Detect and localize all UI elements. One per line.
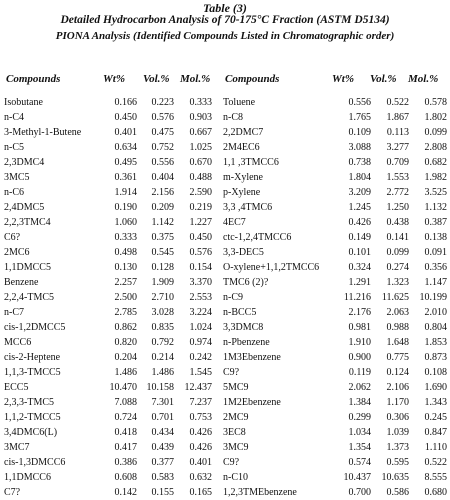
- vol-percent: 0.128: [151, 262, 174, 273]
- compound-name: n-C7: [4, 307, 24, 318]
- table-row: [223, 425, 447, 440]
- compound-name: 3,3-DEC5: [223, 247, 264, 258]
- mol-percent: 0.387: [424, 217, 447, 228]
- vol-percent: 0.522: [386, 97, 409, 108]
- compound-name: n-C10: [223, 472, 248, 483]
- wt-percent: 7.088: [114, 397, 137, 408]
- wt-percent: 0.401: [114, 127, 137, 138]
- vol-percent: 2.106: [386, 382, 409, 393]
- table-row: [223, 140, 447, 155]
- table-row: [4, 425, 212, 440]
- vol-percent: 1.170: [386, 397, 409, 408]
- mol-percent: 0.138: [424, 232, 447, 243]
- compound-name: n-C6: [4, 187, 24, 198]
- wt-percent: 10.470: [109, 382, 137, 393]
- right-header-compounds: Compounds: [225, 73, 280, 85]
- table-row: [223, 125, 447, 140]
- compound-name: 1,1 ,3TMCC6: [223, 157, 279, 168]
- table-row: [4, 380, 212, 395]
- vol-percent: 0.988: [386, 322, 409, 333]
- wt-percent: 0.324: [348, 262, 371, 273]
- vol-percent: 0.576: [151, 112, 174, 123]
- table-row: [223, 290, 447, 305]
- compound-name: ECC5: [4, 382, 29, 393]
- mol-percent: 0.576: [189, 247, 212, 258]
- mol-percent: 0.242: [189, 352, 212, 363]
- wt-percent: 0.299: [348, 412, 371, 423]
- vol-percent: 3.028: [151, 307, 174, 318]
- mol-percent: 0.847: [424, 427, 447, 438]
- wt-percent: 0.495: [114, 157, 137, 168]
- wt-percent: 0.386: [114, 457, 137, 468]
- table-row: [4, 335, 212, 350]
- wt-percent: 3.088: [348, 142, 371, 153]
- table-row: [4, 485, 212, 500]
- mol-percent: 0.632: [189, 472, 212, 483]
- vol-percent: 0.709: [386, 157, 409, 168]
- vol-percent: 0.434: [151, 427, 174, 438]
- compound-name: C9?: [223, 367, 240, 378]
- vol-percent: 10.635: [381, 472, 409, 483]
- mol-percent: 1.690: [424, 382, 447, 393]
- table-row: [223, 260, 447, 275]
- compound-name: Isobutane: [4, 97, 43, 108]
- document-title: Detailed Hydrocarbon Analysis of 70-175°C Fraction (ASTM D5134): [60, 14, 390, 26]
- wt-percent: 0.166: [114, 97, 137, 108]
- vol-percent: 10.158: [146, 382, 174, 393]
- wt-percent: 1.384: [348, 397, 371, 408]
- table-row: [223, 440, 447, 455]
- mol-percent: 0.667: [189, 127, 212, 138]
- table-row: [4, 155, 212, 170]
- wt-percent: 1.486: [114, 367, 137, 378]
- mol-percent: 7.237: [189, 397, 212, 408]
- vol-percent: 0.775: [386, 352, 409, 363]
- wt-percent: 0.724: [114, 412, 137, 423]
- vol-percent: 0.475: [151, 127, 174, 138]
- table-row: [4, 455, 212, 470]
- vol-percent: 3.277: [386, 142, 409, 153]
- vol-percent: 0.306: [386, 412, 409, 423]
- table-row: [223, 410, 447, 425]
- compound-name: 2,3DMC4: [4, 157, 45, 168]
- wt-percent: 0.820: [114, 337, 137, 348]
- wt-percent: 0.149: [348, 232, 371, 243]
- compound-name: Benzene: [4, 277, 39, 288]
- table-row: [4, 320, 212, 335]
- mol-percent: 1.853: [424, 337, 447, 348]
- compound-name: MCC6: [4, 337, 32, 348]
- wt-percent: 0.418: [114, 427, 137, 438]
- compound-name: 1M3Ebenzene: [223, 352, 281, 363]
- wt-percent: 0.450: [114, 112, 137, 123]
- table-row: [4, 305, 212, 320]
- mol-percent: 0.670: [189, 157, 212, 168]
- table-row: [4, 140, 212, 155]
- vol-percent: 0.375: [151, 232, 174, 243]
- vol-percent: 0.556: [151, 157, 174, 168]
- compound-name: ctc-1,2,4TMCC6: [223, 232, 292, 243]
- compound-name: 1,1DMCC6: [4, 472, 51, 483]
- table-row: [4, 125, 212, 140]
- vol-percent: 0.209: [151, 202, 174, 213]
- vol-percent: 0.595: [386, 457, 409, 468]
- compound-name: 3,4DMC6(L): [4, 427, 58, 438]
- compound-name: n-C4: [4, 112, 24, 123]
- right-header-wt: Wt%: [332, 73, 354, 85]
- table-row: [223, 275, 447, 290]
- mol-percent: 0.099: [424, 127, 447, 138]
- table-row: [223, 320, 447, 335]
- wt-percent: 1.804: [348, 172, 371, 183]
- compound-name: 2,4DMC5: [4, 202, 45, 213]
- vol-percent: 1.486: [151, 367, 174, 378]
- vol-percent: 0.752: [151, 142, 174, 153]
- wt-percent: 0.333: [114, 232, 137, 243]
- vol-percent: 0.274: [386, 262, 409, 273]
- compound-name: 3EC8: [223, 427, 246, 438]
- vol-percent: 1.648: [386, 337, 409, 348]
- table-row: [4, 185, 212, 200]
- wt-percent: 2.500: [114, 292, 137, 303]
- compound-name: 1M2Ebenzene: [223, 397, 281, 408]
- table-row: [223, 155, 447, 170]
- wt-percent: 0.417: [114, 442, 137, 453]
- compound-name: Toluene: [223, 97, 256, 108]
- compound-name: C7?: [4, 487, 21, 498]
- table-row: [223, 215, 447, 230]
- mol-percent: 0.804: [424, 322, 447, 333]
- compound-name: n-C8: [223, 112, 243, 123]
- vol-percent: 0.124: [386, 367, 409, 378]
- mol-percent: 2.010: [424, 307, 447, 318]
- wt-percent: 0.119: [348, 367, 371, 378]
- wt-percent: 1.060: [114, 217, 137, 228]
- compound-name: O-xylene+1,1,2TMCC6: [223, 262, 320, 273]
- mol-percent: 2.553: [189, 292, 212, 303]
- mol-percent: 0.578: [424, 97, 447, 108]
- vol-percent: 2.772: [386, 187, 409, 198]
- mol-percent: 0.154: [189, 262, 212, 273]
- wt-percent: 0.130: [114, 262, 137, 273]
- mol-percent: 0.426: [189, 427, 212, 438]
- vol-percent: 0.214: [151, 352, 174, 363]
- wt-percent: 0.204: [114, 352, 137, 363]
- mol-percent: 2.590: [189, 187, 212, 198]
- wt-percent: 1.354: [348, 442, 371, 453]
- mol-percent: 1.982: [424, 172, 447, 183]
- wt-percent: 0.142: [114, 487, 137, 498]
- compound-name: n-BCC5: [223, 307, 257, 318]
- mol-percent: 0.401: [189, 457, 212, 468]
- vol-percent: 0.155: [151, 487, 174, 498]
- right-header-mol: Mol.%: [408, 73, 439, 85]
- vol-percent: 1.553: [386, 172, 409, 183]
- wt-percent: 0.426: [348, 217, 371, 228]
- wt-percent: 0.109: [348, 127, 371, 138]
- wt-percent: 0.101: [348, 247, 371, 258]
- vol-percent: 0.701: [151, 412, 174, 423]
- compound-name: C6?: [4, 232, 21, 243]
- wt-percent: 0.556: [348, 97, 371, 108]
- compound-name: 3MC7: [4, 442, 30, 453]
- table-row: [4, 410, 212, 425]
- wt-percent: 1.245: [348, 202, 371, 213]
- wt-percent: 0.634: [114, 142, 137, 153]
- left-header-compounds: Compounds: [6, 73, 61, 85]
- left-header-vol: Vol.%: [143, 73, 170, 85]
- compound-name: 3,3 ,4TMC6: [223, 202, 273, 213]
- mol-percent: 0.165: [189, 487, 212, 498]
- table-row: [4, 215, 212, 230]
- mol-percent: 3.525: [424, 187, 447, 198]
- table-row: [4, 365, 212, 380]
- table-row: [223, 335, 447, 350]
- left-compounds-table: [4, 95, 212, 500]
- compound-name: C9?: [223, 457, 240, 468]
- mol-percent: 0.974: [189, 337, 212, 348]
- wt-percent: 2.785: [114, 307, 137, 318]
- table-row: [223, 395, 447, 410]
- wt-percent: 0.498: [114, 247, 137, 258]
- vol-percent: 0.835: [151, 322, 174, 333]
- compound-name: 5MC9: [223, 382, 249, 393]
- table-row: [223, 470, 447, 485]
- compound-name: n-C5: [4, 142, 24, 153]
- mol-percent: 2.808: [424, 142, 447, 153]
- wt-percent: 10.437: [343, 472, 371, 483]
- mol-percent: 0.245: [424, 412, 447, 423]
- mol-percent: 1.132: [424, 202, 447, 213]
- compound-name: 3MC5: [4, 172, 30, 183]
- table-row: [4, 200, 212, 215]
- mol-percent: 1.545: [189, 367, 212, 378]
- compound-name: 2MC9: [223, 412, 249, 423]
- left-header-wt: Wt%: [103, 73, 125, 85]
- vol-percent: 1.909: [151, 277, 174, 288]
- table-row: [4, 230, 212, 245]
- wt-percent: 2.062: [348, 382, 371, 393]
- compound-name: 1,1DMCC5: [4, 262, 51, 273]
- mol-percent: 0.333: [189, 97, 212, 108]
- compound-name: 1,2,3TMEbenzene: [223, 487, 297, 498]
- mol-percent: 1.147: [424, 277, 447, 288]
- mol-percent: 0.873: [424, 352, 447, 363]
- wt-percent: 3.209: [348, 187, 371, 198]
- table-row: [223, 230, 447, 245]
- compound-name: 4EC7: [223, 217, 246, 228]
- wt-percent: 2.257: [114, 277, 137, 288]
- compound-name: 3,3DMC8: [223, 322, 264, 333]
- wt-percent: 0.700: [348, 487, 371, 498]
- right-compounds-table: [223, 95, 447, 500]
- table-row: [4, 170, 212, 185]
- vol-percent: 1.142: [151, 217, 174, 228]
- compound-name: cis-1,2DMCC5: [4, 322, 66, 333]
- wt-percent: 1.291: [348, 277, 371, 288]
- wt-percent: 0.361: [114, 172, 137, 183]
- compound-name: cis-1,3DMCC6: [4, 457, 66, 468]
- compound-name: 2,2,3TMC4: [4, 217, 51, 228]
- vol-percent: 1.373: [386, 442, 409, 453]
- mol-percent: 1.343: [424, 397, 447, 408]
- left-header-mol: Mol.%: [180, 73, 211, 85]
- table-row: [4, 275, 212, 290]
- wt-percent: 0.738: [348, 157, 371, 168]
- vol-percent: 11.625: [381, 292, 409, 303]
- vol-percent: 0.223: [151, 97, 174, 108]
- wt-percent: 1.765: [348, 112, 371, 123]
- document-subtitle: PIONA Analysis (Identified Compounds Listed in Chromatographic order): [55, 30, 395, 42]
- compound-name: 3MC9: [223, 442, 249, 453]
- compound-name: m-Xylene: [223, 172, 263, 183]
- mol-percent: 1.110: [424, 442, 447, 453]
- table-row: [223, 200, 447, 215]
- wt-percent: 1.914: [114, 187, 137, 198]
- vol-percent: 2.710: [151, 292, 174, 303]
- mol-percent: 12.437: [184, 382, 212, 393]
- vol-percent: 1.867: [386, 112, 409, 123]
- mol-percent: 1.024: [189, 322, 212, 333]
- table-row: [4, 395, 212, 410]
- table-row: [223, 170, 447, 185]
- vol-percent: 2.063: [386, 307, 409, 318]
- vol-percent: 0.439: [151, 442, 174, 453]
- compound-name: 2,2,4-TMC5: [4, 292, 54, 303]
- table-row: [223, 485, 447, 500]
- mol-percent: 0.753: [189, 412, 212, 423]
- table-row: [223, 380, 447, 395]
- compound-name: TMC6 (2)?: [223, 277, 269, 288]
- compound-name: 2MC6: [4, 247, 30, 258]
- table-row: [4, 290, 212, 305]
- vol-percent: 0.099: [386, 247, 409, 258]
- vol-percent: 0.438: [386, 217, 409, 228]
- compound-name: p-Xylene: [223, 187, 261, 198]
- table-row: [4, 95, 212, 110]
- table-row: [223, 95, 447, 110]
- mol-percent: 0.522: [424, 457, 447, 468]
- compound-name: n-C9: [223, 292, 243, 303]
- table-row: [4, 110, 212, 125]
- table-row: [223, 455, 447, 470]
- mol-percent: 0.356: [424, 262, 447, 273]
- compound-name: n-Pbenzene: [223, 337, 270, 348]
- wt-percent: 0.190: [114, 202, 137, 213]
- compound-name: 2,3,3-TMC5: [4, 397, 54, 408]
- table-row: [223, 350, 447, 365]
- vol-percent: 2.156: [151, 187, 174, 198]
- mol-percent: 8.555: [424, 472, 447, 483]
- compound-name: cis-2-Heptene: [4, 352, 61, 363]
- mol-percent: 0.108: [424, 367, 447, 378]
- mol-percent: 1.025: [189, 142, 212, 153]
- vol-percent: 0.113: [386, 127, 409, 138]
- vol-percent: 0.545: [151, 247, 174, 258]
- wt-percent: 0.862: [114, 322, 137, 333]
- mol-percent: 0.426: [189, 442, 212, 453]
- wt-percent: 0.574: [348, 457, 371, 468]
- vol-percent: 1.039: [386, 427, 409, 438]
- mol-percent: 0.682: [424, 157, 447, 168]
- table-row: [4, 440, 212, 455]
- table-row: [4, 350, 212, 365]
- compound-name: 1,1,2-TMCC5: [4, 412, 61, 423]
- table-row: [223, 110, 447, 125]
- mol-percent: 0.680: [424, 487, 447, 498]
- wt-percent: 11.216: [343, 292, 371, 303]
- mol-percent: 1.227: [189, 217, 212, 228]
- wt-percent: 0.981: [348, 322, 371, 333]
- vol-percent: 0.377: [151, 457, 174, 468]
- table-row: [4, 245, 212, 260]
- vol-percent: 7.301: [151, 397, 174, 408]
- right-header-vol: Vol.%: [370, 73, 397, 85]
- table-row: [223, 365, 447, 380]
- compound-name: 3-Methyl-1-Butene: [4, 127, 82, 138]
- vol-percent: 1.323: [386, 277, 409, 288]
- table-label: Table (3): [203, 1, 247, 15]
- mol-percent: 10.199: [419, 292, 447, 303]
- table-row: [223, 305, 447, 320]
- mol-percent: 0.903: [189, 112, 212, 123]
- compound-name: 1,1,3-TMCC5: [4, 367, 61, 378]
- table-row: [223, 185, 447, 200]
- vol-percent: 0.583: [151, 472, 174, 483]
- vol-percent: 0.792: [151, 337, 174, 348]
- compound-name: 2M4EC6: [223, 142, 260, 153]
- table-row: [223, 245, 447, 260]
- mol-percent: 3.224: [189, 307, 212, 318]
- compound-name: 2,2DMC7: [223, 127, 264, 138]
- mol-percent: 3.370: [189, 277, 212, 288]
- table-row: [4, 470, 212, 485]
- wt-percent: 1.910: [348, 337, 371, 348]
- mol-percent: 1.802: [424, 112, 447, 123]
- vol-percent: 0.141: [386, 232, 409, 243]
- wt-percent: 0.900: [348, 352, 371, 363]
- table-row: [4, 260, 212, 275]
- wt-percent: 1.034: [348, 427, 371, 438]
- mol-percent: 0.488: [189, 172, 212, 183]
- vol-percent: 0.404: [151, 172, 174, 183]
- mol-percent: 0.091: [424, 247, 447, 258]
- wt-percent: 0.608: [114, 472, 137, 483]
- wt-percent: 2.176: [348, 307, 371, 318]
- mol-percent: 0.450: [189, 232, 212, 243]
- vol-percent: 0.586: [386, 487, 409, 498]
- mol-percent: 0.219: [189, 202, 212, 213]
- vol-percent: 1.250: [386, 202, 409, 213]
